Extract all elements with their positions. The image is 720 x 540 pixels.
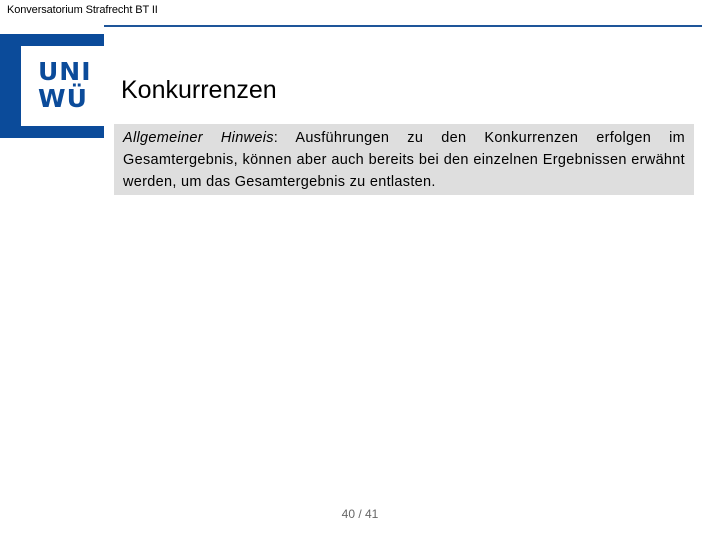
university-logo [0, 34, 104, 138]
note-separator: : [273, 130, 296, 146]
note-label: Allgemeiner Hinweis [123, 130, 274, 146]
logo-line-2: WÜ [38, 84, 88, 113]
header-title: Konversatorium Strafrecht BT II [7, 4, 158, 16]
logo-wordmark [38, 58, 102, 112]
logo-line-1: UNI [38, 57, 92, 86]
note-paragraph [123, 127, 685, 193]
slide-title: Konkurrenzen [121, 76, 277, 104]
page-number: 40 / 41 [341, 507, 379, 521]
header-divider [104, 25, 702, 27]
note-body: Ausführungen zu den Konkurrenzen erfolgen im Gesamtergebnis, können aber auch bereits bei den einzelnen Ergebnissen erwähnt werden, um das Gesamtergebnis zu entlasten. [123, 130, 686, 190]
